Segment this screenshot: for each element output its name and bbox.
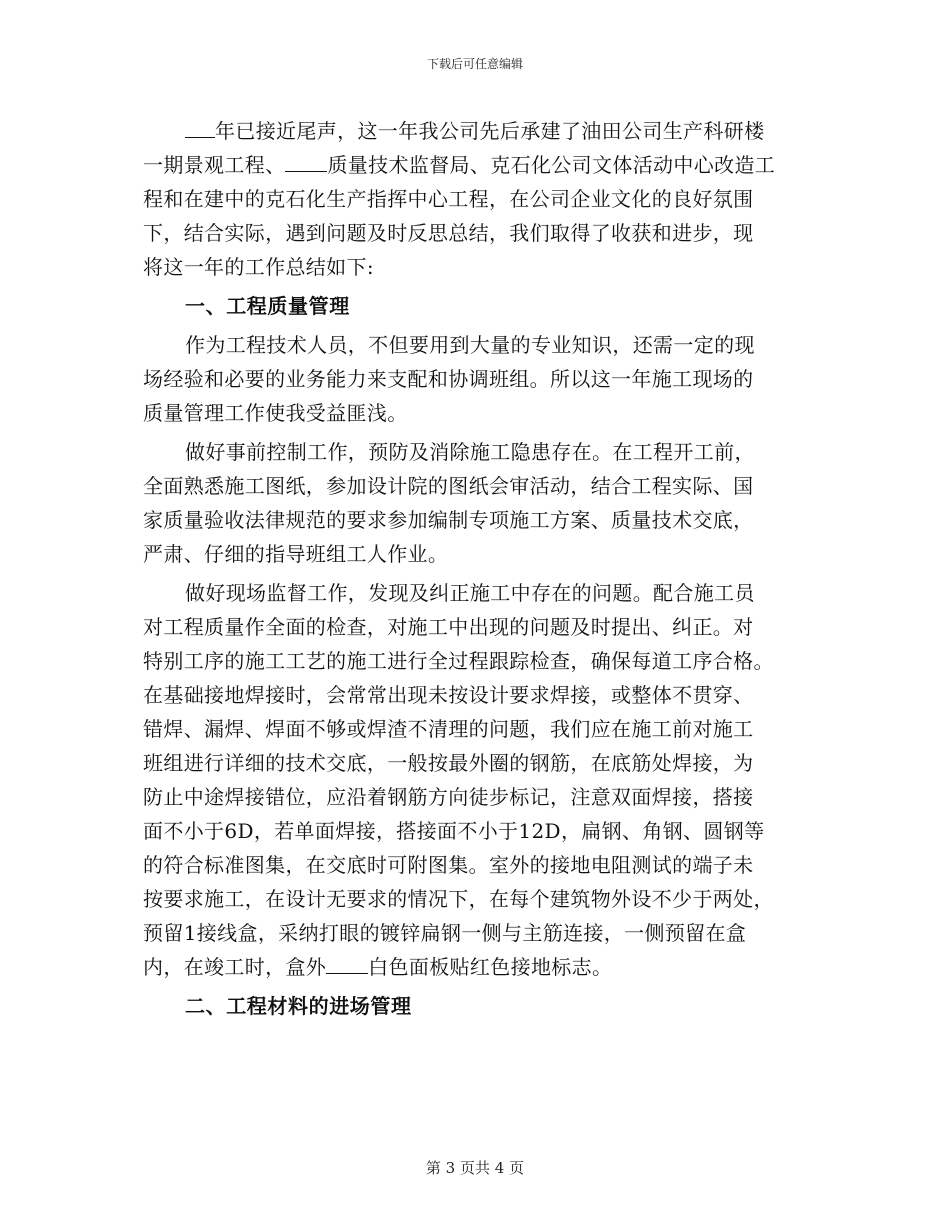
paragraph-line: 做好事前控制工作，预防及消除施工隐患存在。在工程开工前， — [185, 440, 755, 464]
paragraph-line: 家质量验收法律规范的要求参加编制专项施工方案、质量技术交底， — [143, 508, 754, 532]
paragraph-line: 对工程质量作全面的检查，对施工中出现的问题及时提出、纠正。对 — [143, 615, 754, 639]
section-heading-materials: 二、工程材料的进场管理 — [185, 994, 412, 1018]
paragraph-line: 质量管理工作使我受益匪浅。 — [143, 401, 408, 425]
paragraph-line: 做好现场监督工作，发现及纠正施工中存在的问题。配合施工员 — [185, 581, 755, 605]
page-header-note: 下载后可任意编辑 — [426, 57, 523, 71]
paragraph-line: 场经验和必要的业务能力来支配和协调班组。所以这一年施工现场的 — [143, 367, 754, 391]
paragraph-line: 预留1接线盒，采纳打眼的镀锌扁钢一侧与主筋连接，一侧预留在盒 — [143, 921, 747, 945]
paragraph-line: 作为工程技术人员，不但要用到大量的专业知识，还需一定的现 — [185, 333, 755, 357]
intro-blank — [185, 117, 215, 138]
paragraph-line: 内，在竣工时，盒外 白色面板贴红色接地标志。 — [143, 955, 613, 979]
intro-line: 年已接近尾声，这一年我公司先后承建了油田公司生产科研楼 — [143, 114, 808, 148]
intro-blank — [285, 151, 327, 172]
intro-line: 下，结合实际，遇到问题及时反思总结，我们取得了收获和进步，现 — [143, 221, 754, 245]
paragraph-line: 面不小于6D，若单面焊接，搭接面不小于12D，扁钢、角钢、圆钢等 — [143, 819, 765, 843]
intro-line: 将这一年的工作总结如下: — [143, 255, 374, 279]
paragraph-line: 按要求施工，在设计无要求的情况下，在每个建筑物外设不少于两处， — [143, 887, 774, 911]
paragraph-line: 防止中途焊接错位，应沿着钢筋方向徒步标记，注意双面焊接，搭接 — [143, 785, 754, 809]
section-heading-quality: 一、工程质量管理 — [185, 294, 350, 318]
intro-line: 一期景观工程、 质量技术监督局、克石化公司文体活动中心改造工 — [143, 153, 776, 177]
paragraph-blank — [326, 953, 368, 974]
document-body — [143, 114, 808, 1023]
paragraph-line: 错焊、漏焊、焊面不够或焊渣不清理的问题，我们应在施工前对施工 — [143, 717, 754, 741]
paragraph-line: 严肃、仔细的指导班组工人作业。 — [143, 542, 449, 566]
page-number: 第 3 页共 4 页 — [425, 1159, 525, 1177]
paragraph-line: 在基础接地焊接时，会常常出现未按设计要求焊接，或整体不贯穿、 — [143, 683, 754, 707]
paragraph-line: 班组进行详细的技术交底，一般按最外圈的钢筋，在底筋处焊接，为 — [143, 751, 754, 775]
paragraph-line: 全面熟悉施工图纸，参加设计院的图纸会审活动，结合工程实际、国 — [143, 474, 754, 498]
intro-line: 程和在建中的克石化生产指挥中心工程，在公司企业文化的良好氛围 — [143, 187, 754, 211]
paragraph-line: 特别工序的施工工艺的施工进行全过程跟踪检查，确保每道工序合格。 — [143, 649, 774, 673]
paragraph-line: 的符合标准图集，在交底时可附图集。室外的接地电阻测试的端子未 — [143, 853, 754, 877]
